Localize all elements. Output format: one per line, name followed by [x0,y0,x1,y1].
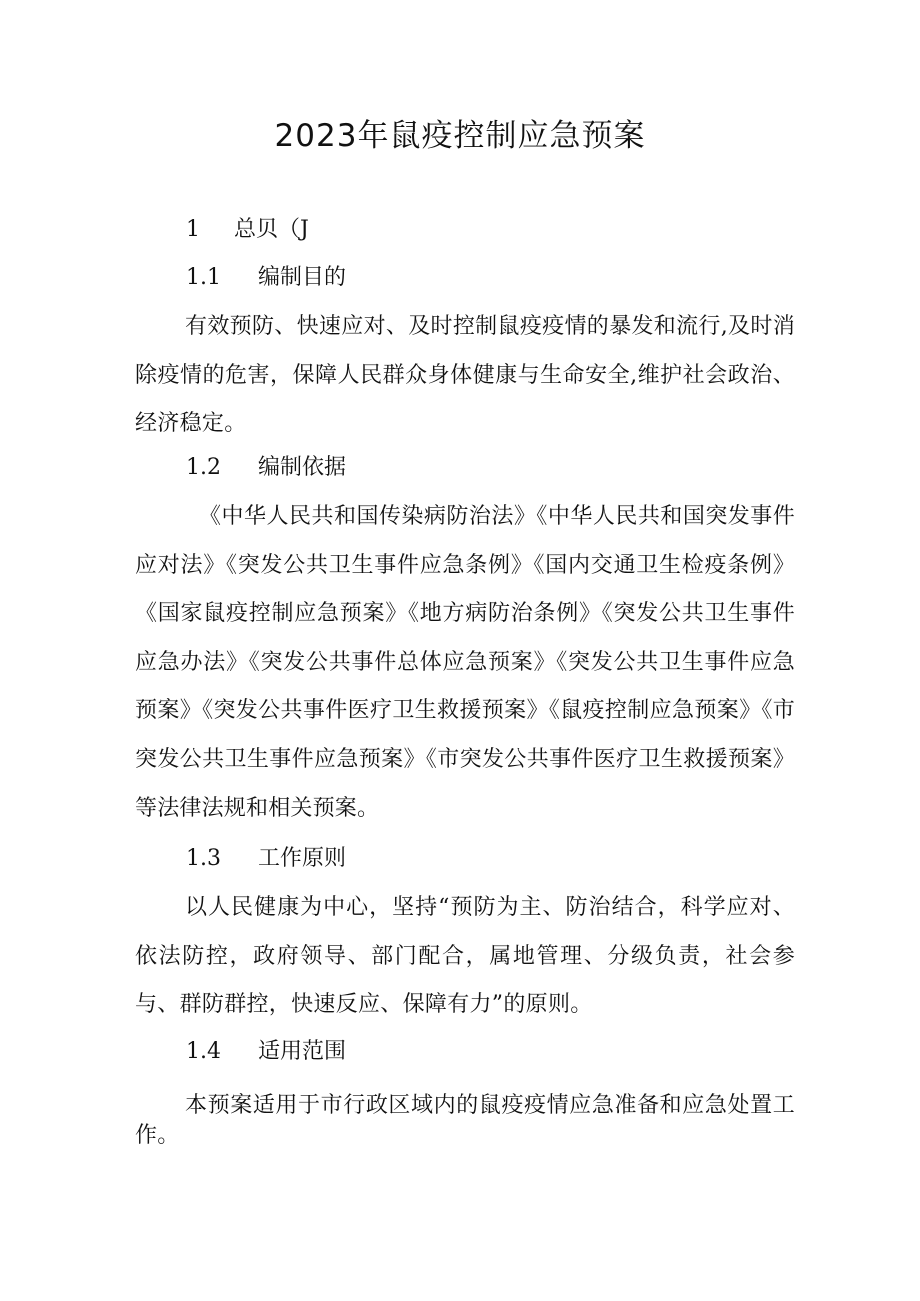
section-heading-1-4 [186,1036,346,1068]
section-heading-1-3 [186,843,346,875]
document-title: 2023年鼠疫控制应急预案 [274,118,646,154]
section-number: 1 [186,217,200,242]
section-heading-1 [186,214,309,246]
section-title: 适用范围 [258,1039,347,1064]
section-title: 工作原则 [258,846,347,871]
section-title: 总贝（J [234,217,309,242]
section-heading-1-2 [186,452,346,484]
section-title: 编制依据 [258,455,347,480]
paragraph-purpose: 有效预防、快速应对、及时控制鼠疫疫情的暴发和流行,及时消除疫情的危害，保障人民群众身体健康与生命安全,维护社会政治、经济稳定。 [135,314,795,437]
section-number: 1.1 [186,265,221,290]
paragraph-principles: 以人民健康为中心，坚持“预防为主、防治结合，科学应对、依法防控，政府领导、部门配合，属地管理、分级负责，社会参与、群防群控，快速反应、保障有力”的原则。 [135,895,795,1018]
section-number: 1.4 [186,1039,221,1064]
section-heading-1-1 [186,262,346,294]
paragraph-scope: 本预案适用于市行政区域内的鼠疫疫情应急准备和应急处置工作。 [135,1093,795,1148]
section-number: 1.2 [186,455,221,480]
section-number: 1.3 [186,846,221,871]
paragraph-basis: 《中华人民共和国传染病防治法》《中华人民共和国突发事件应对法》《突发公共卫生事件应急条例》《国内交通卫生检疫条例》《国家鼠疫控制应急预案》《地方病防治条例》《突发公共卫生事件应急办法》《突发公共事件总体应急预案》《突发公共卫生事件应急预案》《突发公共事件医疗卫生救援预案》《鼠疫控制应急预案》《市突发公共卫生事件应急预案》《市突发公共事件医疗卫生救援预案》等法律法规和相关预案。 [135,504,795,821]
section-title: 编制目的 [258,265,347,290]
